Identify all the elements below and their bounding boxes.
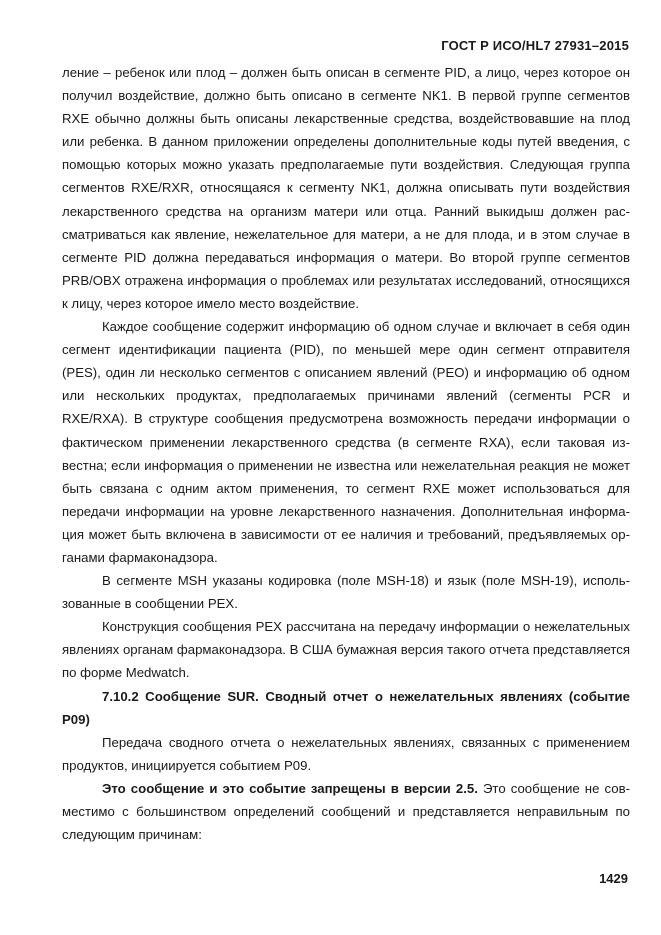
paragraph-deprecation [62, 777, 630, 846]
document-header: ГОСТ Р ИСО/HL7 27931–2015 [441, 38, 629, 53]
paragraph-msh-segment: В сегменте MSH указаны кодировка (поле MSH-18) и язык (поле MSH-19), использованные в сообщении PEX. [62, 573, 630, 612]
section-heading: 7.10.2 Сообщение SUR. Сводный отчет о нежелательных явлениях (событие P09) [62, 688, 630, 727]
deprecation-notice: Это сообщение и это событие запрещены в версии 2.5. [102, 780, 478, 796]
deprecation-reason: Это сообщение не совместимо с большинством определений сообщений и представляется неправильным по следующим причинам: [62, 780, 630, 843]
page-number: 1429 [599, 871, 628, 886]
paragraph-message-structure: Каждое сообщение содержит информацию об одном случае и включает в себя один сегмент идентификации пациента (PID), по меньшей мере один сегмент отправителя (PES), один ли несколько сегментов с описанием явлений (PEO) и информацию об одном или нескольких продуктах, предполагаемых причинами явлений (сегменты PCR и RXE/RXA). В структуре сообщения предусмотрена возможность передачи информации о фактическом применении лекарственного средства (в сегменте RXA), если таковая известна; если информация о применении не известна или нежелательная реакция не может быть связана с одним актом применения, то сегмент RXE может использоваться для передачи информации на уровне лекарственного назначения. Дополнительная информация может быть включена в зависимости от ее наличия и требований, предъявляемых органами фармаконадзора. [62, 319, 630, 565]
paragraph-summary-report: Передача сводного отчета о нежелательных явлениях, связанных с применением продуктов, инициируется событием P09. [62, 734, 630, 773]
paragraph-pex-construction: Конструкция сообщения PEX рассчитана на передачу информации о нежелательных явлениях органам фармаконадзора. В США бумажная версия такого отчета представляется по форме Medwatch. [62, 619, 630, 681]
page-body [62, 61, 630, 846]
paragraph-continuation: ление – ребенок или плод – должен быть описан в сегменте PID, а лицо, через которое он получил воздействие, должно быть описано в сегменте NK1. В первой группе сегментов RXE обычно должны быть описаны лекарственные средства, воздействовавшие на плод или ребенка. В данном приложении определены дополнительные коды путей введения, с помощью которых можно указать предполагаемые пути воздействия. Следующая группа сегментов RXE/RXR, относящаяся к сегменту NK1, должна описывать пути воздействия лекарственного средства на организм матери или отца. Ранний выкидыш должен рассматриваться как явление, нежелательное для матери, а не для плода, и в этом случае в сегменте PID должна передаваться информация о матери. Во второй группе сегментов PRB/OBX отражена информация о проблемах или результатах исследований, относящихся к лицу, через которое имело место воздействие. [62, 65, 630, 311]
